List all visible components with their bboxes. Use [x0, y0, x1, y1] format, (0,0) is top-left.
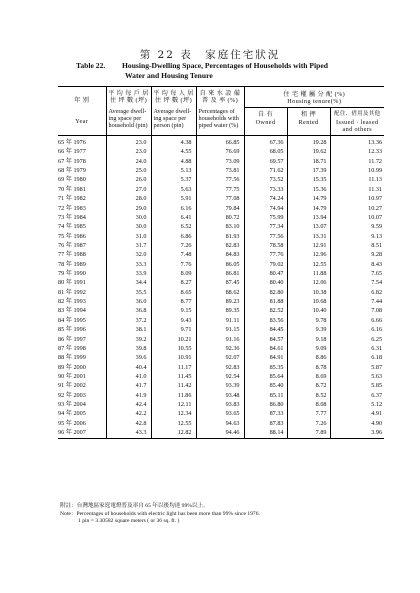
- value-cell: 24.0: [106, 157, 151, 166]
- year-cell: 73 年 1984: [58, 213, 86, 221]
- value-cell: 77.75: [196, 185, 244, 194]
- value-cell: 85.40: [244, 381, 287, 390]
- value-cell: 32.0: [106, 250, 151, 259]
- value-cell: 8.27: [151, 278, 196, 287]
- year-cell: 87 年 1998: [58, 344, 86, 352]
- value-cell: 8.08: [287, 400, 330, 409]
- value-cell: 86.81: [196, 269, 244, 278]
- value-cell: 11.72: [330, 157, 384, 166]
- value-cell: 9.39: [287, 325, 330, 334]
- value-cell: 10.27: [330, 204, 384, 213]
- table-body: [58, 136, 384, 439]
- value-cell: 77.56: [244, 232, 287, 241]
- value-cell: 19.28: [287, 136, 330, 148]
- col2-header-en: Average dwell-ing space per person (pin): [151, 108, 196, 136]
- year-cell: 70 年 1981: [58, 185, 86, 193]
- value-cell: 12.96: [287, 250, 330, 259]
- year-cell: 92 年 2003: [58, 391, 86, 399]
- year-cell: 95 年 2006: [58, 419, 86, 427]
- value-cell: 82.83: [196, 241, 244, 250]
- table-row: [58, 166, 384, 175]
- value-cell: 88.62: [196, 288, 244, 297]
- value-cell: 8.78: [287, 363, 330, 372]
- value-cell: 19.62: [287, 147, 330, 156]
- value-cell: 7.54: [330, 278, 384, 287]
- table-row: [58, 306, 384, 315]
- value-cell: 23.0: [106, 136, 151, 148]
- table-row: [58, 288, 384, 297]
- year-cell: 93 年 2004: [58, 401, 86, 409]
- value-cell: 42.2: [106, 409, 151, 418]
- table-row: [58, 391, 384, 400]
- value-cell: 6.25: [330, 335, 384, 344]
- value-cell: 87.33: [244, 409, 287, 418]
- value-cell: 73.33: [244, 185, 287, 194]
- value-cell: 34.4: [106, 278, 151, 287]
- value-cell: 6.31: [330, 344, 384, 353]
- value-cell: 77.34: [244, 222, 287, 231]
- value-cell: 10.07: [330, 213, 384, 222]
- value-cell: 10.99: [330, 166, 384, 175]
- year-cell: 65 年 1976: [58, 139, 86, 147]
- value-cell: 89.23: [196, 297, 244, 306]
- value-cell: 4.88: [151, 157, 196, 166]
- value-cell: 12.06: [287, 278, 330, 287]
- value-cell: 80.47: [244, 269, 287, 278]
- owned-header-en: Owned: [244, 119, 287, 136]
- tenure-header-zh: 住 宅 權 屬 分 配 (%): [244, 87, 384, 99]
- table-row: [58, 409, 384, 418]
- value-cell: 78.58: [244, 241, 287, 250]
- value-cell: 14.79: [287, 204, 330, 213]
- table-row: [58, 400, 384, 409]
- value-cell: 84.91: [244, 353, 287, 362]
- value-cell: 12.33: [330, 147, 384, 156]
- value-cell: 40.4: [106, 363, 151, 372]
- table-row: [58, 136, 384, 148]
- value-cell: 13.36: [330, 136, 384, 148]
- value-cell: 11.86: [151, 391, 196, 400]
- value-cell: 69.57: [244, 157, 287, 166]
- value-cell: 73.52: [244, 175, 287, 184]
- value-cell: 74.24: [244, 194, 287, 203]
- year-cell: 82 年 1993: [58, 298, 86, 306]
- year-cell: 67 年 1978: [58, 157, 86, 165]
- value-cell: 77.08: [196, 194, 244, 203]
- value-cell: 10.55: [151, 344, 196, 353]
- value-cell: 85.64: [244, 372, 287, 381]
- other-header-zh: 配住、借用及其他: [330, 108, 384, 119]
- value-cell: 8.43: [330, 260, 384, 269]
- value-cell: 6.52: [151, 222, 196, 231]
- year-cell: 80 年 1991: [58, 279, 86, 287]
- value-cell: 8.52: [287, 391, 330, 400]
- table-title-en: [76, 61, 376, 80]
- year-cell: 91 年 2002: [58, 382, 86, 390]
- value-cell: 11.31: [330, 185, 384, 194]
- value-cell: 5.63: [330, 372, 384, 381]
- value-cell: 31.7: [106, 241, 151, 250]
- value-cell: 92.83: [196, 363, 244, 372]
- table-title-line2: Water and Housing Tenure: [125, 70, 213, 80]
- value-cell: 4.55: [151, 147, 196, 156]
- value-cell: 11.42: [151, 381, 196, 390]
- value-cell: 92.07: [196, 353, 244, 362]
- table-row: [58, 381, 384, 390]
- table-title-zh: 第 22 表 家庭住宅狀況: [139, 49, 281, 61]
- other-header-en: Issued · leased and others: [330, 119, 384, 136]
- value-cell: 80.72: [196, 213, 244, 222]
- value-cell: 85.11: [244, 391, 287, 400]
- year-header-en: Year: [58, 108, 106, 136]
- year-cell: 84 年 1995: [58, 316, 86, 324]
- table-row: [58, 204, 384, 213]
- value-cell: 12.34: [151, 409, 196, 418]
- value-cell: 83.56: [244, 316, 287, 325]
- value-cell: 35.5: [106, 288, 151, 297]
- year-cell: 76 年 1987: [58, 241, 86, 249]
- value-cell: 92.36: [196, 344, 244, 353]
- value-cell: 4.90: [330, 419, 384, 428]
- value-cell: 68.05: [244, 147, 287, 156]
- value-cell: 12.82: [151, 428, 196, 438]
- value-cell: 86.05: [196, 260, 244, 269]
- value-cell: 23.0: [106, 147, 151, 156]
- value-cell: 6.18: [330, 353, 384, 362]
- value-cell: 12.55: [151, 419, 196, 428]
- year-cell: 69 年 1980: [58, 176, 86, 184]
- year-cell: 66 年 1977: [58, 148, 86, 156]
- value-cell: 11.88: [287, 269, 330, 278]
- value-cell: 87.83: [244, 419, 287, 428]
- table-row: [58, 419, 384, 428]
- value-cell: 91.16: [196, 335, 244, 344]
- value-cell: 38.1: [106, 325, 151, 334]
- year-cell: 71 年 1982: [58, 195, 86, 203]
- value-cell: 8.69: [287, 372, 330, 381]
- value-cell: 7.89: [287, 428, 330, 438]
- value-cell: 9.28: [330, 250, 384, 259]
- table-row: [58, 335, 384, 344]
- value-cell: 8.51: [330, 241, 384, 250]
- table-row: [58, 213, 384, 222]
- value-cell: 41.9: [106, 391, 151, 400]
- value-cell: 13.07: [287, 222, 330, 231]
- value-cell: 93.83: [196, 400, 244, 409]
- value-cell: 82.80: [244, 288, 287, 297]
- value-cell: 66.85: [196, 136, 244, 148]
- year-cell: 68 年 1979: [58, 167, 86, 175]
- value-cell: 43.3: [106, 428, 151, 438]
- year-cell: 77 年 1988: [58, 251, 86, 259]
- value-cell: 39.8: [106, 344, 151, 353]
- value-cell: 84.45: [244, 325, 287, 334]
- value-cell: 33.3: [106, 260, 151, 269]
- value-cell: 81.88: [244, 297, 287, 306]
- note-zh: 附註：台灣地區家庭電燈普及率自 65 年以後均達 99%以上。: [60, 503, 209, 509]
- value-cell: 9.78: [287, 316, 330, 325]
- value-cell: 33.9: [106, 269, 151, 278]
- value-cell: 36.8: [106, 306, 151, 315]
- value-cell: 15.36: [287, 185, 330, 194]
- col1-header-zh: 平 均 每 戶 居 住 坪 數 (坪): [106, 87, 151, 108]
- year-header-zh: 年 別: [58, 87, 106, 108]
- value-cell: 5.91: [151, 194, 196, 203]
- value-cell: 7.77: [287, 409, 330, 418]
- year-cell: 94 年 2005: [58, 410, 86, 418]
- table-notes: [60, 503, 390, 526]
- value-cell: 87.45: [196, 278, 244, 287]
- value-cell: 42.8: [106, 419, 151, 428]
- value-cell: 9.09: [287, 344, 330, 353]
- value-cell: 30.0: [106, 222, 151, 231]
- value-cell: 4.91: [330, 409, 384, 418]
- col2-header-zh: 平 均 每 人 居 住 坪 數 (坪): [151, 87, 196, 108]
- value-cell: 80.40: [244, 278, 287, 287]
- table-title-line1: Housing-Dwelling Space, Percentages of Households with Piped: [122, 61, 328, 70]
- value-cell: 93.39: [196, 381, 244, 390]
- value-cell: 30.0: [106, 213, 151, 222]
- value-cell: 79.84: [196, 204, 244, 213]
- value-cell: 84.61: [244, 344, 287, 353]
- owned-header-zh: 自 有: [244, 108, 287, 119]
- value-cell: 67.36: [244, 136, 287, 148]
- value-cell: 10.40: [287, 306, 330, 315]
- value-cell: 82.52: [244, 306, 287, 315]
- value-cell: 86.80: [244, 400, 287, 409]
- year-cell: 89 年 2000: [58, 363, 86, 371]
- value-cell: 11.13: [330, 175, 384, 184]
- table-row: [58, 147, 384, 156]
- value-cell: 5.37: [151, 175, 196, 184]
- value-cell: 71.62: [244, 166, 287, 175]
- value-cell: 5.63: [151, 185, 196, 194]
- table-row: [58, 316, 384, 325]
- table-row: [58, 344, 384, 353]
- table-row: [58, 297, 384, 306]
- table-row: [58, 278, 384, 287]
- note-en: Note：Percentages of households with electric light has been more than 99% since 1976.: [60, 510, 260, 517]
- value-cell: 10.21: [151, 335, 196, 344]
- value-cell: 10.68: [287, 297, 330, 306]
- value-cell: 83.10: [196, 222, 244, 231]
- year-cell: 81 年 1992: [58, 288, 86, 296]
- housing-table: [58, 86, 384, 439]
- tenure-header-en: Housing tenure(%): [244, 98, 384, 108]
- value-cell: 10.91: [151, 353, 196, 362]
- year-cell: 75 年 1986: [58, 232, 86, 240]
- value-cell: 6.16: [151, 204, 196, 213]
- value-cell: 11.17: [151, 363, 196, 372]
- value-cell: 12.55: [287, 260, 330, 269]
- value-cell: 9.59: [330, 222, 384, 231]
- table-row: [58, 363, 384, 372]
- value-cell: 7.08: [330, 306, 384, 315]
- year-cell: 83 年 1994: [58, 307, 86, 315]
- value-cell: 4.38: [151, 136, 196, 148]
- value-cell: 75.99: [244, 213, 287, 222]
- value-cell: 3.96: [330, 428, 384, 438]
- table-row: [58, 269, 384, 278]
- value-cell: 42.4: [106, 400, 151, 409]
- year-cell: 78 年 1989: [58, 260, 86, 268]
- value-cell: 93.48: [196, 391, 244, 400]
- rented-header-zh: 租 押: [287, 108, 330, 119]
- table-row: [58, 175, 384, 184]
- year-cell: 72 年 1983: [58, 204, 86, 212]
- value-cell: 9.43: [151, 316, 196, 325]
- value-cell: 13.31: [287, 232, 330, 241]
- value-cell: 10.97: [330, 194, 384, 203]
- value-cell: 26.0: [106, 175, 151, 184]
- value-cell: 77.76: [244, 250, 287, 259]
- value-cell: 8.65: [151, 288, 196, 297]
- value-cell: 9.71: [151, 325, 196, 334]
- note-unit: 1 pin = 3.30582 square meters ( or 36 sq. ft. ): [78, 518, 180, 524]
- year-cell: 86 年 1997: [58, 335, 86, 343]
- value-cell: 77.56: [196, 175, 244, 184]
- table-number: Table 22.: [76, 61, 106, 70]
- value-cell: 9.15: [151, 306, 196, 315]
- value-cell: 85.35: [244, 363, 287, 372]
- value-cell: 6.41: [151, 213, 196, 222]
- value-cell: 10.38: [287, 288, 330, 297]
- value-cell: 7.26: [151, 241, 196, 250]
- col3-header-en: Percentages of households with piped water (%): [196, 108, 244, 136]
- value-cell: 15.35: [287, 175, 330, 184]
- year-cell: 85 年 1996: [58, 326, 86, 334]
- value-cell: 79.02: [244, 260, 287, 269]
- value-cell: 12.11: [151, 400, 196, 409]
- value-cell: 41.0: [106, 372, 151, 381]
- table-row: [58, 185, 384, 194]
- value-cell: 39.2: [106, 335, 151, 344]
- value-cell: 8.72: [287, 381, 330, 390]
- value-cell: 31.0: [106, 232, 151, 241]
- table-row: [58, 250, 384, 259]
- col3-header-zh: 自 來 水 設 備 普 及 率 (%): [196, 87, 244, 108]
- value-cell: 7.76: [151, 260, 196, 269]
- value-cell: 76.69: [196, 147, 244, 156]
- value-cell: 9.13: [330, 232, 384, 241]
- value-cell: 81.93: [196, 232, 244, 241]
- value-cell: 29.0: [106, 204, 151, 213]
- value-cell: 14.79: [287, 194, 330, 203]
- value-cell: 84.83: [196, 250, 244, 259]
- value-cell: 91.11: [196, 316, 244, 325]
- table-header: [58, 87, 384, 136]
- value-cell: 11.45: [151, 372, 196, 381]
- value-cell: 73.09: [196, 157, 244, 166]
- table-row: [58, 353, 384, 362]
- table-row: [58, 325, 384, 334]
- table-row: [58, 241, 384, 250]
- value-cell: 7.65: [330, 269, 384, 278]
- value-cell: 25.0: [106, 166, 151, 175]
- value-cell: 8.77: [151, 297, 196, 306]
- value-cell: 5.85: [330, 381, 384, 390]
- value-cell: 73.81: [196, 166, 244, 175]
- value-cell: 41.7: [106, 381, 151, 390]
- rented-header-en: Rented: [287, 119, 330, 136]
- table-row: [58, 428, 384, 438]
- value-cell: 92.54: [196, 372, 244, 381]
- value-cell: 89.35: [196, 306, 244, 315]
- value-cell: 93.65: [196, 409, 244, 418]
- value-cell: 17.39: [287, 166, 330, 175]
- value-cell: 7.44: [330, 297, 384, 306]
- value-cell: 6.86: [151, 232, 196, 241]
- value-cell: 37.2: [106, 316, 151, 325]
- value-cell: 84.57: [244, 335, 287, 344]
- value-cell: 91.15: [196, 325, 244, 334]
- value-cell: 6.82: [330, 288, 384, 297]
- value-cell: 18.71: [287, 157, 330, 166]
- value-cell: 7.48: [151, 250, 196, 259]
- value-cell: 28.0: [106, 194, 151, 203]
- table-row: [58, 260, 384, 269]
- value-cell: 13.94: [287, 213, 330, 222]
- year-cell: 90 年 2001: [58, 373, 86, 380]
- value-cell: 5.87: [330, 363, 384, 372]
- value-cell: 36.0: [106, 297, 151, 306]
- value-cell: 6.37: [330, 391, 384, 400]
- value-cell: 8.09: [151, 269, 196, 278]
- value-cell: 94.63: [196, 419, 244, 428]
- value-cell: 39.6: [106, 353, 151, 362]
- value-cell: 94.46: [196, 428, 244, 438]
- year-cell: 96 年 2007: [58, 428, 106, 438]
- value-cell: 6.66: [330, 316, 384, 325]
- value-cell: 5.12: [330, 400, 384, 409]
- value-cell: 74.94: [244, 204, 287, 213]
- table-row: [58, 372, 384, 381]
- value-cell: 9.18: [287, 335, 330, 344]
- value-cell: 6.16: [330, 325, 384, 334]
- value-cell: 7.26: [287, 419, 330, 428]
- table-row: [58, 222, 384, 231]
- value-cell: 27.0: [106, 185, 151, 194]
- table-row: [58, 157, 384, 166]
- year-cell: 88 年 1999: [58, 354, 86, 362]
- value-cell: 5.13: [151, 166, 196, 175]
- value-cell: 8.86: [287, 353, 330, 362]
- value-cell: 88.14: [244, 428, 287, 438]
- table-row: [58, 232, 384, 241]
- value-cell: 12.91: [287, 241, 330, 250]
- year-cell: 79 年 1990: [58, 270, 86, 278]
- year-cell: 74 年 1985: [58, 223, 86, 231]
- col1-header-en: Average dwell-ing space per household (pin): [106, 108, 151, 136]
- table-row: [58, 194, 384, 203]
